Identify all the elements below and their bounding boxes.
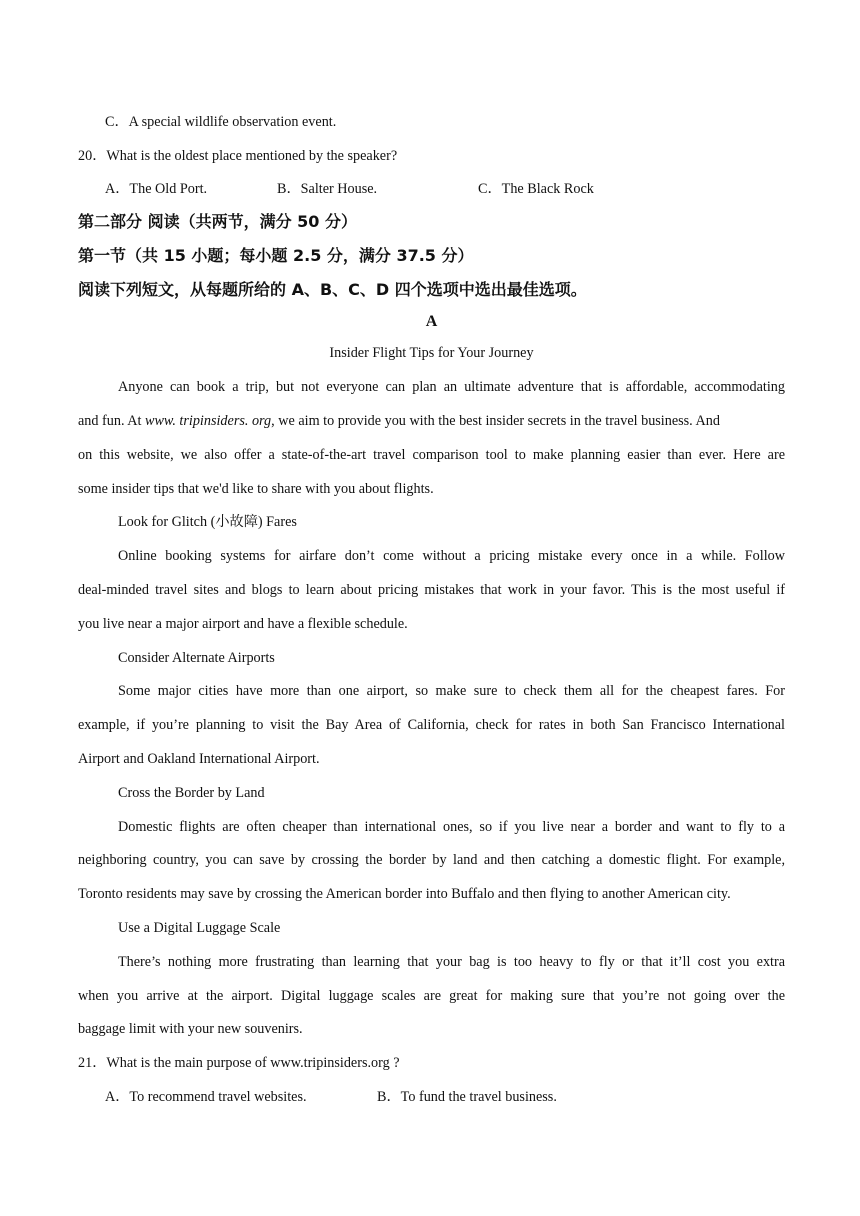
q20-option-a: A．The Old Port. (105, 181, 208, 197)
intro-line-2 (78, 411, 785, 431)
tip2-line-1: Some major cities have more than one airport, so make sure to check them all for the cheapest fares. For (118, 683, 785, 699)
passage-letter: A (425, 313, 438, 330)
q20-option-b: B．Salter House. (277, 181, 378, 197)
intro-line-2-post: , we aim to provide you with the best insider secrets in the travel business. And (271, 413, 720, 429)
tip1-line-1: Online booking systems for airfare don’t come without a pricing mistake every once in a while. Follow (118, 548, 785, 564)
tip3-line-2: neighboring country, you can save by crossing the border by land and then catching a domestic flight. For example, (78, 852, 785, 868)
tip4-line-2: when you arrive at the airport. Digital luggage scales are great for making sure that you’re not going over the (78, 988, 785, 1004)
intro-line-4: some insider tips that we'd like to share with you about flights. (78, 481, 434, 497)
passage-title: Insider Flight Tips for Your Journey (329, 345, 534, 361)
tip2-title: Consider Alternate Airports (118, 650, 275, 666)
tip3-title: Cross the Border by Land (118, 785, 265, 801)
q21-question: 21．What is the main purpose of www.tripinsiders.org ? (78, 1055, 400, 1071)
q20-question: 20．What is the oldest place mentioned by the speaker? (78, 148, 398, 164)
reading-instructions: 阅读下列短文，从每题所给的 A、B、C、D 四个选项中选出最佳选项。 (78, 280, 587, 299)
tip3-line-1: Domestic flights are often cheaper than international ones, so if you live near a border and want to fly to a (118, 819, 785, 835)
tip1-title: Look for Glitch (小故障) Fares (118, 514, 297, 530)
intro-line-2-pre: and fun. At (78, 413, 145, 429)
tip2-line-3: Airport and Oakland International Airport. (78, 751, 320, 767)
site-url: www. tripinsiders. org (145, 413, 272, 429)
q19-option-c: C．A special wildlife observation event. (105, 114, 337, 130)
tip2-line-2: example, if you’re planning to visit the Bay Area of California, check for rates in both San Francisco International (78, 717, 785, 733)
q20-option-c: C．The Black Rock (478, 181, 594, 197)
q21-option-b: B．To fund the travel business. (377, 1089, 557, 1105)
part2-heading: 第二部分 阅读（共两节，满分 50 分） (78, 212, 357, 231)
tip1-line-2: deal-minded travel sites and blogs to learn about pricing mistakes that work in your favor. This is the most useful if (78, 582, 785, 598)
tip1-line-3: you live near a major airport and have a flexible schedule. (78, 616, 408, 632)
tip4-line-1: There’s nothing more frustrating than learning that your bag is too heavy to fly or that it’ll cost you extra (118, 954, 785, 970)
tip4-line-3: baggage limit with your new souvenirs. (78, 1021, 303, 1037)
q21-option-a: A．To recommend travel websites. (105, 1089, 307, 1105)
tip3-line-3: Toronto residents may save by crossing the American border into Buffalo and then flying to another American city. (78, 886, 731, 902)
tip4-title: Use a Digital Luggage Scale (118, 920, 281, 936)
intro-line-3: on this website, we also offer a state-of-the-art travel comparison tool to make planning easier than ever. Here are (78, 447, 785, 463)
intro-line-1: Anyone can book a trip, but not everyone can plan an ultimate adventure that is affordable, accommodating (118, 379, 785, 395)
section1-heading: 第一节（共 15 小题；每小题 2.5 分，满分 37.5 分） (78, 246, 474, 265)
